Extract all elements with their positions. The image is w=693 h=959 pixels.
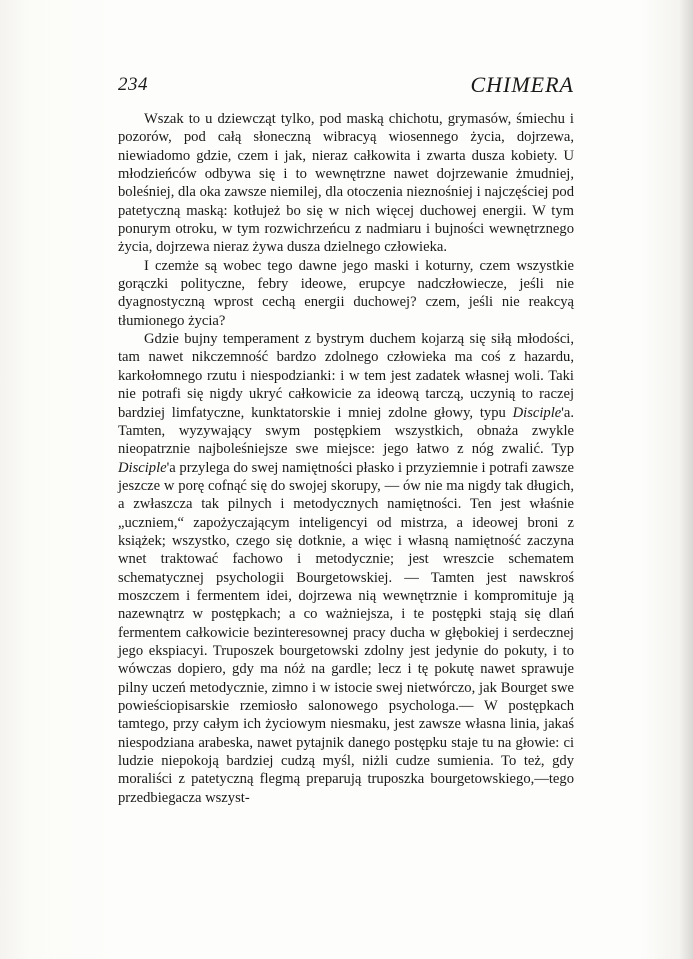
paragraph [118,110,574,257]
paragraph-text: 'a przylega do swej namiętności płasko i przyziemnie i potrafi zawsze jeszcze w porę cofnąć się do swojej skorupy, — ów nie ma nigdy tak długich, a zwłaszcza tak pilnych i metodycznych namiętności. Ten jest właśnie „uczniem,“ zapożyczającym inteligencyi od mistrza, a ideowej broni z książek; wszystko, czego się dotknie, a więc i własną namiętność zaczyna wnet traktować fachowo i metodycznie; jest wreszcie schematem schematycznej psychologii Bourgetowskiej. — Tamten jest nawskroś moszczem i fermentem idei, dojrzewa nią wewnętrznie i kompromituje ją nazewnątrz w postępkach; a co ważniejsza, i te postępki stają się dlań fermentem całkowicie bezinteresownej pracy ducha w głębokiej i serdecznej jego ekspiacyi. Truposzek bourgetowski zdolny jest jedynie do pokuty, i to wówczas dopiero, gdy ma nóż na gardle; lecz i tę pokutę nawet sprawuje pilny uczeń metodycznie, zimno i w istocie swej nietwórczo, jak Bourget swe powieściopisarskie rzemiosło salonowego psychologa.— W postępkach tamtego, przy całym ich życiowym niesmaku, jest zawsze własna linia, jakaś niespodziana arabeska, nawet pytajnik danego postępku staje tu na głowie: ci ludzie niepokoją bardziej cudzą myśl, niżli cudze sumienia. To też, gdy moraliści z patetyczną flegmą preparują truposzka bourgetowskiego,—tego przedbiegacza wszyst- [118,459,574,806]
page-number: 234 [118,74,148,95]
paragraph-text: 'a. Tamten, wyzywający swym postępkiem wszystkich, obnaża zwykle nieopatrznie najboleśniejsze swe miejsce: jego łatwo z nóg zwalić. Typ [118,404,574,458]
paragraph [118,257,574,330]
italic-title-text: Disciple [512,404,562,421]
running-head [118,72,574,98]
paragraph-text: Wszak to u dziewcząt tylko, pod maską chichotu, grymasów, śmiechu i pozorów, pod całą słoneczną wibracyą wiosennego życia, dojrzewa, niewiadomo gdzie, czem i jak, nieraz całkowita i zwarta dusza kobiety. U młodzieńców odbywa się i to wewnętrzne nawet dojrzewanie żmudniej, boleśniej, dla oka zawsze niemilej, dla otoczenia nieznośniej i najczęściej pod patetyczną maską: kotłujeż bo się w nich więcej duchowej energii. W tym ponurym otroku, w tym rozwichrzeńcu z nadmiaru i bujności wewnętrznego życia, dojrzewa nieraz żywa dusza dzielnego człowieka. [118,111,574,256]
paragraph-text: Gdzie bujny temperament z bystrym duchem kojarzą się siłą młodości, tam nawet nikczemność bardzo zdolnego człowieka ma coś z hazardu, karkołomnego rzutu i niespodzianki: i w tem jest zadatek własnej woli. Taki nie potrafi się nigdy ukryć całkowicie za ideową tarczą, uczynią to raczej bardziej limfatyczne, kunktatorskie i mniej zdolne głowy, typu [118,331,574,421]
paragraph-text: I czemże są wobec tego dawne jego maski i koturny, czem wszystkie gorączki polityczne, febry ideowe, erupcye nadczłowiecze, jeśli nie dyagnostyczną wprost cechą energii duchowej? czem, jeśli nie reakcyą tłumionego życia? [118,257,574,329]
page-edge-shadow [679,0,693,959]
journal-title: CHIMERA [470,72,574,97]
italic-title-text: Disciple [118,459,167,476]
body-text [118,110,574,807]
paragraph [118,330,574,807]
